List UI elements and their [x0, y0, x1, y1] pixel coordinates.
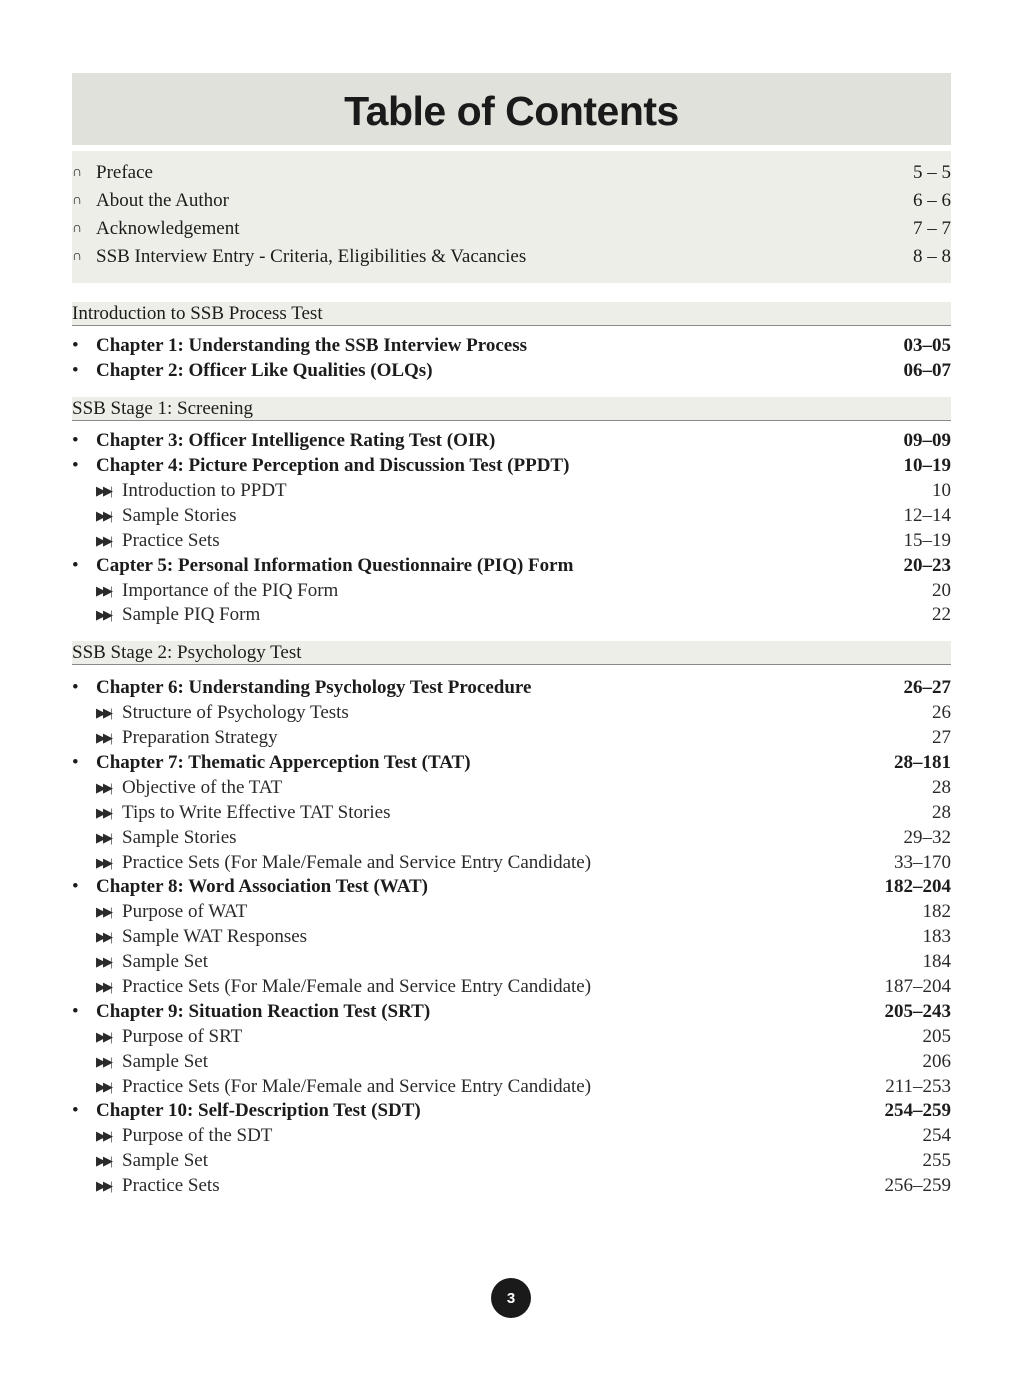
entry-pages: 254–259: [884, 1100, 951, 1122]
bullet-icon: •: [72, 554, 79, 576]
entry-title: Chapter 7: Thematic Apperception Test (TAT): [96, 752, 471, 774]
subtopic-entry[interactable]: [72, 925, 951, 950]
entry-title: About the Author: [96, 190, 229, 211]
entry-title: Chapter 2: Officer Like Qualities (OLQs): [96, 360, 433, 382]
entry-title: Sample Stories: [122, 826, 237, 848]
subtopic-entry[interactable]: [72, 578, 951, 603]
entry-title: Preparation Strategy: [122, 727, 278, 749]
entry-pages: 28: [932, 801, 951, 823]
subtopic-entry[interactable]: [72, 1049, 951, 1074]
page-number-badge: 3: [491, 1278, 531, 1318]
entry-title: Chapter 4: Picture Perception and Discussion Test (PPDT): [96, 455, 570, 477]
subtopic-entry[interactable]: [72, 603, 951, 628]
entry-pages: 20: [932, 579, 951, 601]
entry-title: Sample Set: [122, 1050, 209, 1072]
subtopic-entry[interactable]: [72, 726, 951, 751]
entry-pages: 205–243: [884, 1000, 951, 1022]
entry-title: Preface: [96, 162, 153, 183]
bullet-icon: •: [72, 1000, 79, 1022]
entry-pages: 211–253: [885, 1075, 951, 1097]
skip-forward-icon: ▶▶|: [96, 607, 110, 623]
entry-pages: 7 – 7: [913, 218, 951, 239]
skip-forward-icon: ▶▶|: [96, 483, 110, 498]
subtopic-entry[interactable]: [72, 825, 951, 850]
entry-pages: 22: [932, 604, 951, 626]
skip-forward-icon: ▶▶|: [96, 854, 110, 870]
subtopic-entry[interactable]: [72, 479, 951, 504]
title-bar: [72, 73, 951, 145]
entry-pages: 26: [932, 702, 951, 724]
bullet-icon: •: [72, 360, 79, 382]
entry-pages: 03–05: [903, 335, 951, 357]
entry-title: Practice Sets (For Male/Female and Service Entry Candidate): [122, 976, 592, 998]
skip-forward-icon: ▶▶|: [96, 730, 110, 746]
subtopic-entry[interactable]: [72, 975, 951, 1000]
entry-pages: 256–259: [884, 1175, 951, 1197]
skip-forward-icon: ▶▶|: [96, 929, 110, 945]
entry-pages: 29–32: [903, 826, 951, 848]
entry-pages: 6 – 6: [913, 190, 951, 211]
skip-forward-icon: ▶▶|: [96, 954, 110, 970]
skip-forward-icon: ▶▶|: [96, 904, 110, 920]
entry-title: Sample WAT Responses: [122, 926, 308, 948]
entry-title: Acknowledgement: [96, 218, 240, 239]
entry-pages: 12–14: [903, 504, 951, 526]
entry-title: Capter 5: Personal Information Questionnaire (PIQ) Form: [96, 554, 574, 576]
bullet-icon: •: [72, 335, 79, 357]
entry-pages: 206: [922, 1050, 951, 1072]
entry-pages: 28: [932, 776, 951, 798]
section-heading: Introduction to SSB Process Test: [72, 302, 951, 326]
subtopic-entry[interactable]: [72, 503, 951, 528]
subtopic-entry[interactable]: [72, 850, 951, 875]
entry-title: Purpose of the SDT: [122, 1125, 273, 1147]
chapter-entry[interactable]: [72, 999, 951, 1024]
entry-title: Sample Stories: [122, 504, 237, 526]
entry-pages: 27: [932, 727, 951, 749]
section-entries: [72, 334, 951, 384]
skip-forward-icon: ▶▶|: [96, 979, 110, 995]
subtopic-entry[interactable]: [72, 775, 951, 800]
front-matter-item[interactable]: [72, 215, 951, 243]
entry-title: Objective of the TAT: [122, 776, 283, 798]
bullet-icon: •: [72, 430, 79, 452]
subtopic-entry[interactable]: [72, 701, 951, 726]
entry-title: Tips to Write Effective TAT Stories: [122, 801, 391, 823]
skip-forward-icon: ▶▶|: [96, 507, 110, 523]
entry-pages: 15–19: [903, 529, 951, 551]
skip-forward-icon: ▶▶|: [96, 532, 110, 548]
subtopic-entry[interactable]: [72, 1174, 951, 1199]
subtopic-entry[interactable]: [72, 900, 951, 925]
entry-pages: 33–170: [894, 851, 951, 873]
chapter-entry[interactable]: [72, 1099, 951, 1124]
headphones-icon: ∩: [72, 165, 83, 180]
entry-pages: 8 – 8: [913, 246, 951, 267]
bullet-icon: •: [72, 455, 79, 477]
entry-pages: 10: [932, 480, 951, 501]
entry-pages: 184: [922, 951, 951, 973]
skip-forward-icon: ▶▶|: [96, 1128, 110, 1144]
subtopic-entry[interactable]: [72, 950, 951, 975]
skip-forward-icon: ▶▶|: [96, 804, 110, 820]
entry-pages: 182: [922, 901, 951, 923]
entry-pages: 5 – 5: [913, 162, 951, 183]
section-heading: SSB Stage 1: Screening: [72, 397, 951, 421]
bullet-icon: •: [72, 677, 79, 699]
entry-title: Practice Sets (For Male/Female and Service Entry Candidate): [122, 851, 592, 873]
front-matter-list: [72, 151, 951, 283]
chapter-entry[interactable]: [72, 676, 951, 701]
entry-title: Practice Sets: [122, 529, 220, 551]
entry-pages: 187–204: [884, 976, 951, 998]
entry-title: Structure of Psychology Tests: [122, 702, 349, 724]
skip-forward-icon: ▶▶|: [96, 1178, 110, 1194]
entry-title: Sample Set: [122, 951, 209, 973]
skip-forward-icon: ▶▶|: [96, 1078, 110, 1094]
entry-title: Purpose of WAT: [122, 901, 248, 923]
subtopic-entry[interactable]: [72, 800, 951, 825]
section-heading: SSB Stage 2: Psychology Test: [72, 641, 951, 665]
subtopic-entry[interactable]: [72, 528, 951, 553]
bullet-icon: •: [72, 1100, 79, 1122]
entry-title: Sample PIQ Form: [122, 604, 261, 626]
entry-pages: 254: [922, 1125, 951, 1147]
entry-title: Practice Sets (For Male/Female and Service Entry Candidate): [122, 1075, 592, 1097]
section-entries: [72, 429, 951, 628]
subtopic-entry[interactable]: [72, 1124, 951, 1149]
entry-pages: 26–27: [903, 677, 951, 699]
entry-title: Chapter 1: Understanding the SSB Interview Process: [96, 335, 528, 357]
entry-title: Chapter 6: Understanding Psychology Test Procedure: [96, 677, 532, 699]
skip-forward-icon: ▶▶|: [96, 1028, 110, 1044]
headphones-icon: ∩: [72, 193, 83, 208]
toc-sections: [72, 302, 951, 1199]
entry-title: Chapter 3: Officer Intelligence Rating Test (OIR): [96, 430, 496, 452]
page-title: Table of Contents: [344, 87, 679, 134]
entry-title: Sample Set: [122, 1150, 209, 1172]
entry-pages: 09–09: [903, 430, 951, 452]
chapter-entry[interactable]: [72, 553, 951, 578]
entry-pages: 182–204: [884, 876, 951, 898]
headphones-icon: ∩: [72, 249, 83, 264]
section-entries: [72, 676, 951, 1199]
skip-forward-icon: ▶▶|: [96, 1053, 110, 1069]
entry-pages: 28–181: [894, 752, 951, 774]
subtopic-entry[interactable]: [72, 1074, 951, 1099]
front-matter-item[interactable]: [72, 187, 951, 215]
entry-title: Chapter 9: Situation Reaction Test (SRT): [96, 1000, 431, 1022]
skip-forward-icon: ▶▶|: [96, 779, 110, 795]
entry-title: SSB Interview Entry - Criteria, Eligibilities & Vacancies: [96, 246, 527, 267]
front-matter-item[interactable]: [72, 243, 951, 271]
chapter-entry[interactable]: [72, 429, 951, 454]
skip-forward-icon: ▶▶|: [96, 829, 110, 845]
subtopic-entry[interactable]: [72, 1149, 951, 1174]
chapter-entry[interactable]: [72, 454, 951, 479]
skip-forward-icon: ▶▶|: [96, 582, 110, 598]
entry-title: Chapter 10: Self-Description Test (SDT): [96, 1100, 421, 1122]
chapter-entry[interactable]: [72, 359, 951, 384]
entry-title: Importance of the PIQ Form: [122, 579, 339, 601]
skip-forward-icon: ▶▶|: [96, 705, 110, 721]
entry-title: Chapter 8: Word Association Test (WAT): [96, 876, 429, 898]
chapter-entry[interactable]: [72, 334, 951, 359]
chapter-entry[interactable]: [72, 751, 951, 776]
bullet-icon: •: [72, 876, 79, 898]
headphones-icon: ∩: [72, 221, 83, 236]
entry-pages: 205: [922, 1025, 951, 1047]
entry-pages: 10–19: [903, 455, 951, 477]
entry-title: Practice Sets: [122, 1175, 220, 1197]
bullet-icon: •: [72, 752, 79, 774]
entry-title: Introduction to PPDT: [122, 480, 287, 501]
front-matter-item[interactable]: [72, 159, 951, 187]
entry-pages: 183: [922, 926, 951, 948]
entry-title: Purpose of SRT: [122, 1025, 243, 1047]
entry-pages: 255: [922, 1150, 951, 1172]
entry-pages: 06–07: [903, 360, 951, 382]
entry-pages: 20–23: [903, 554, 951, 576]
chapter-entry[interactable]: [72, 875, 951, 900]
subtopic-entry[interactable]: [72, 1024, 951, 1049]
toc-page: [72, 73, 951, 1199]
skip-forward-icon: ▶▶|: [96, 1153, 110, 1169]
